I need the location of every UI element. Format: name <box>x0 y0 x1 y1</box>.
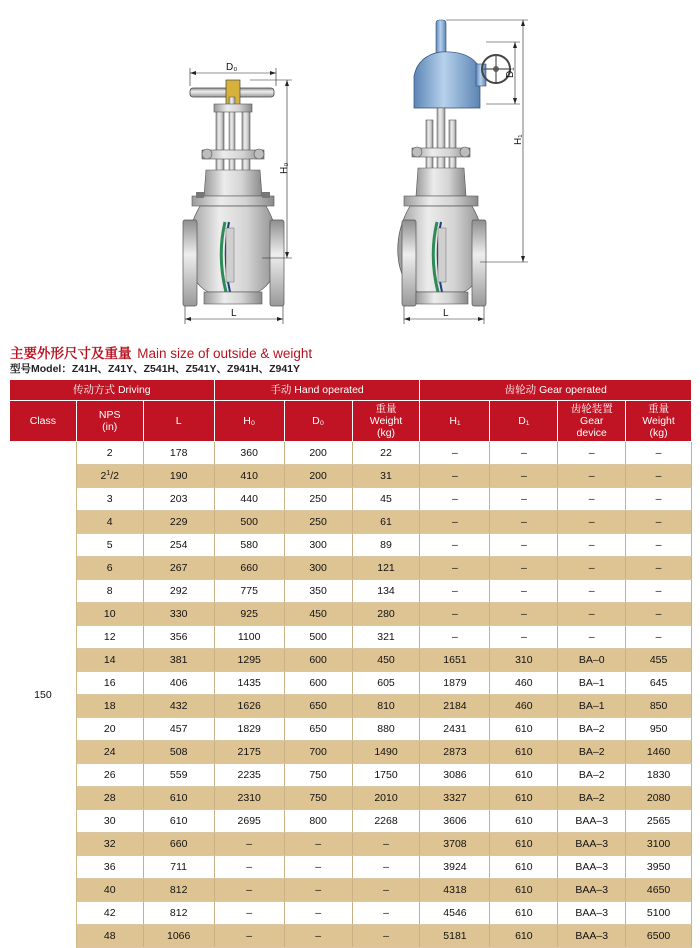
cell-g: – <box>558 603 626 626</box>
cell-d0: 200 <box>284 465 352 488</box>
col-header-weight-hand: 重量 Weight (kg) <box>352 401 420 442</box>
cell-d0: 700 <box>284 741 352 764</box>
cell-h1: – <box>420 534 490 557</box>
cell-g: BAA–3 <box>558 902 626 925</box>
cell-h0: 1100 <box>214 626 284 649</box>
table-row <box>10 488 692 511</box>
cell-nps: 24 <box>76 741 143 764</box>
cell-d0: – <box>284 925 352 948</box>
col-header-weight-gear: 重量 Weight (kg) <box>626 401 692 442</box>
cell-h0: 2695 <box>214 810 284 833</box>
cell-nps: 26 <box>76 764 143 787</box>
cell-h1: – <box>420 580 490 603</box>
col-header-h1: H₁ <box>420 401 490 442</box>
cell-h1: – <box>420 488 490 511</box>
cell-l: 203 <box>143 488 214 511</box>
cell-l: 381 <box>143 649 214 672</box>
table-row <box>10 856 692 879</box>
cell-nps: $2^1/2$ <box>76 465 143 488</box>
cell-w: 450 <box>352 649 420 672</box>
cell-w: 1750 <box>352 764 420 787</box>
table-row <box>10 580 692 603</box>
cell-d0: 750 <box>284 764 352 787</box>
cell-h0: 500 <box>214 511 284 534</box>
cell-d0: 650 <box>284 695 352 718</box>
cell-wg: 4650 <box>626 879 692 902</box>
cell-l: 610 <box>143 810 214 833</box>
cell-h0: 2235 <box>214 764 284 787</box>
cell-w: 45 <box>352 488 420 511</box>
cell-w: – <box>352 902 420 925</box>
cell-h1: 3606 <box>420 810 490 833</box>
cell-d1: 610 <box>490 902 558 925</box>
cell-w: 134 <box>352 580 420 603</box>
cell-w: – <box>352 856 420 879</box>
dim-label-h1: H₁ <box>513 134 524 145</box>
cell-wg: 645 <box>626 672 692 695</box>
cell-l: 267 <box>143 557 214 580</box>
cell-l: 812 <box>143 879 214 902</box>
cell-d1: 610 <box>490 879 558 902</box>
cell-nps: 4 <box>76 511 143 534</box>
cell-h0: 775 <box>214 580 284 603</box>
cell-h0: 1435 <box>214 672 284 695</box>
cell-w: 2268 <box>352 810 420 833</box>
table-row <box>10 672 692 695</box>
cell-g: BA–1 <box>558 672 626 695</box>
cell-nps: 32 <box>76 833 143 856</box>
cell-d0: – <box>284 856 352 879</box>
cell-g: – <box>558 534 626 557</box>
cell-wg: 455 <box>626 649 692 672</box>
cell-h1: 4318 <box>420 879 490 902</box>
cell-d0: – <box>284 833 352 856</box>
cell-l: 178 <box>143 442 214 465</box>
cell-wg: 850 <box>626 695 692 718</box>
cell-wg: – <box>626 580 692 603</box>
spec-table <box>9 379 692 948</box>
cell-g: – <box>558 465 626 488</box>
cell-d0: – <box>284 879 352 902</box>
cell-l: 1066 <box>143 925 214 948</box>
col-header-d1: D₁ <box>490 401 558 442</box>
cell-g: – <box>558 580 626 603</box>
cell-l: 254 <box>143 534 214 557</box>
cell-h0: 410 <box>214 465 284 488</box>
cell-wg: – <box>626 465 692 488</box>
cell-w: 605 <box>352 672 420 695</box>
cell-g: BA–2 <box>558 718 626 741</box>
cell-h0: – <box>214 925 284 948</box>
cell-d0: 650 <box>284 718 352 741</box>
cell-h0: – <box>214 856 284 879</box>
cell-wg: 3950 <box>626 856 692 879</box>
dim-label-h0: H₀ <box>279 162 290 174</box>
gear-operated-valve-drawing <box>398 20 528 324</box>
cell-d1: 610 <box>490 810 558 833</box>
hand-operated-valve-drawing <box>183 62 292 324</box>
cell-d0: 750 <box>284 787 352 810</box>
table-row <box>10 695 692 718</box>
table-row <box>10 465 692 488</box>
table-row <box>10 534 692 557</box>
cell-g: BA–2 <box>558 764 626 787</box>
cell-l: 406 <box>143 672 214 695</box>
col-header-class: Class <box>10 401 77 442</box>
cell-nps: 2 <box>76 442 143 465</box>
table-row <box>10 557 692 580</box>
cell-w: 89 <box>352 534 420 557</box>
cell-h1: 5181 <box>420 925 490 948</box>
table-row <box>10 603 692 626</box>
cell-d1: – <box>490 626 558 649</box>
table-row <box>10 511 692 534</box>
cell-wg: 3100 <box>626 833 692 856</box>
cell-h1: 2873 <box>420 741 490 764</box>
cell-d0: 250 <box>284 488 352 511</box>
table-row <box>10 810 692 833</box>
class-cell: 150 <box>10 442 77 948</box>
cell-nps: 28 <box>76 787 143 810</box>
cell-h1: 3708 <box>420 833 490 856</box>
cell-h1: 2184 <box>420 695 490 718</box>
cell-l: 229 <box>143 511 214 534</box>
cell-wg: 2080 <box>626 787 692 810</box>
cell-nps: 30 <box>76 810 143 833</box>
group-header-hand: 手动 Hand operated <box>214 380 420 401</box>
cell-h1: 1879 <box>420 672 490 695</box>
cell-h1: – <box>420 511 490 534</box>
cell-d1: – <box>490 488 558 511</box>
cell-nps: 18 <box>76 695 143 718</box>
cell-wg: – <box>626 442 692 465</box>
cell-nps: 8 <box>76 580 143 603</box>
cell-h0: 660 <box>214 557 284 580</box>
cell-l: 559 <box>143 764 214 787</box>
cell-d1: 610 <box>490 787 558 810</box>
cell-l: 432 <box>143 695 214 718</box>
cell-g: BAA–3 <box>558 879 626 902</box>
cell-wg: – <box>626 603 692 626</box>
cell-g: – <box>558 442 626 465</box>
cell-h1: – <box>420 465 490 488</box>
cell-nps: 12 <box>76 626 143 649</box>
cell-g: BA–0 <box>558 649 626 672</box>
cell-h0: – <box>214 879 284 902</box>
cell-d1: 610 <box>490 741 558 764</box>
cell-h0: 1829 <box>214 718 284 741</box>
cell-g: BA–2 <box>558 741 626 764</box>
table-row <box>10 833 692 856</box>
cell-h1: – <box>420 603 490 626</box>
cell-wg: 1830 <box>626 764 692 787</box>
dim-label-l-left: L <box>231 308 237 319</box>
cell-w: – <box>352 925 420 948</box>
cell-h1: 3086 <box>420 764 490 787</box>
cell-g: – <box>558 626 626 649</box>
cell-d1: 610 <box>490 718 558 741</box>
cell-g: BAA–3 <box>558 833 626 856</box>
cell-d1: – <box>490 557 558 580</box>
cell-wg: – <box>626 626 692 649</box>
cell-wg: 6500 <box>626 925 692 948</box>
table-row <box>10 879 692 902</box>
cell-d1: 460 <box>490 695 558 718</box>
cell-h1: 2431 <box>420 718 490 741</box>
cell-nps: 36 <box>76 856 143 879</box>
cell-w: 121 <box>352 557 420 580</box>
cell-wg: 950 <box>626 718 692 741</box>
cell-h0: 2310 <box>214 787 284 810</box>
cell-d1: – <box>490 580 558 603</box>
cell-g: BA–1 <box>558 695 626 718</box>
cell-h0: 925 <box>214 603 284 626</box>
cell-d1: 610 <box>490 856 558 879</box>
cell-h1: 1651 <box>420 649 490 672</box>
cell-d0: 500 <box>284 626 352 649</box>
col-header-gear-device: 齿轮装置 Gear device <box>558 401 626 442</box>
cell-l: 356 <box>143 626 214 649</box>
heading-en: Main size of outside & weight <box>137 346 313 361</box>
dim-label-d0: D₀ <box>226 62 238 73</box>
cell-w: 1490 <box>352 741 420 764</box>
cell-wg: – <box>626 511 692 534</box>
table-row <box>10 442 692 465</box>
cell-w: 22 <box>352 442 420 465</box>
cell-g: – <box>558 557 626 580</box>
cell-h1: – <box>420 557 490 580</box>
cell-d1: 610 <box>490 833 558 856</box>
cell-nps: 14 <box>76 649 143 672</box>
table-row <box>10 741 692 764</box>
cell-h1: 3327 <box>420 787 490 810</box>
table-row <box>10 718 692 741</box>
cell-w: 2010 <box>352 787 420 810</box>
cell-nps: 3 <box>76 488 143 511</box>
cell-h1: 3924 <box>420 856 490 879</box>
cell-w: 810 <box>352 695 420 718</box>
table-row <box>10 925 692 948</box>
cell-wg: 2565 <box>626 810 692 833</box>
cell-nps: 10 <box>76 603 143 626</box>
cell-l: 292 <box>143 580 214 603</box>
cell-d1: – <box>490 442 558 465</box>
cell-w: 61 <box>352 511 420 534</box>
col-header-nps: NPS (in) <box>76 401 143 442</box>
heading-cn: 主要外形尺寸及重量 <box>10 346 132 361</box>
cell-l: 610 <box>143 787 214 810</box>
cell-nps: 40 <box>76 879 143 902</box>
cell-d1: 460 <box>490 672 558 695</box>
cell-w: 280 <box>352 603 420 626</box>
col-header-d0: D₀ <box>284 401 352 442</box>
cell-d0: – <box>284 902 352 925</box>
cell-g: – <box>558 511 626 534</box>
cell-nps: 42 <box>76 902 143 925</box>
cell-d0: 350 <box>284 580 352 603</box>
cell-w: 880 <box>352 718 420 741</box>
cell-g: BAA–3 <box>558 810 626 833</box>
dim-label-d1: D₁ <box>505 67 516 78</box>
cell-d0: 300 <box>284 557 352 580</box>
col-header-h0: H₀ <box>214 401 284 442</box>
cell-d1: – <box>490 603 558 626</box>
cell-l: 457 <box>143 718 214 741</box>
cell-h1: 4546 <box>420 902 490 925</box>
group-header-gear: 齿轮动 Gear operated <box>420 380 692 401</box>
cell-w: 321 <box>352 626 420 649</box>
col-header-l: L <box>143 401 214 442</box>
cell-d1: 610 <box>490 925 558 948</box>
cell-d1: 310 <box>490 649 558 672</box>
cell-h1: – <box>420 442 490 465</box>
table-row <box>10 902 692 925</box>
section-heading <box>10 342 312 362</box>
cell-h0: – <box>214 833 284 856</box>
cell-l: 330 <box>143 603 214 626</box>
cell-g: BAA–3 <box>558 925 626 948</box>
table-row <box>10 764 692 787</box>
valve-drawings <box>0 0 700 332</box>
cell-nps: 5 <box>76 534 143 557</box>
cell-d0: 800 <box>284 810 352 833</box>
cell-g: BAA–3 <box>558 856 626 879</box>
cell-wg: – <box>626 557 692 580</box>
cell-d0: 600 <box>284 672 352 695</box>
cell-d0: 600 <box>284 649 352 672</box>
cell-nps: 16 <box>76 672 143 695</box>
cell-l: 508 <box>143 741 214 764</box>
cell-w: – <box>352 879 420 902</box>
cell-d0: 450 <box>284 603 352 626</box>
spec-table-body <box>10 442 692 948</box>
cell-w: – <box>352 833 420 856</box>
group-header-driving: 传动方式 Driving <box>10 380 215 401</box>
cell-h0: – <box>214 902 284 925</box>
cell-d1: – <box>490 465 558 488</box>
dim-label-l-right: L <box>443 308 449 319</box>
cell-l: 711 <box>143 856 214 879</box>
cell-d1: – <box>490 511 558 534</box>
cell-h0: 1295 <box>214 649 284 672</box>
cell-l: 660 <box>143 833 214 856</box>
table-row <box>10 787 692 810</box>
cell-d0: 300 <box>284 534 352 557</box>
cell-d0: 200 <box>284 442 352 465</box>
cell-h0: 440 <box>214 488 284 511</box>
cell-g: BA–2 <box>558 787 626 810</box>
cell-d1: – <box>490 534 558 557</box>
cell-nps: 6 <box>76 557 143 580</box>
cell-h0: 580 <box>214 534 284 557</box>
cell-h0: 2175 <box>214 741 284 764</box>
table-row <box>10 649 692 672</box>
cell-nps: 48 <box>76 925 143 948</box>
valve-drawings-svg <box>0 0 700 332</box>
cell-w: 31 <box>352 465 420 488</box>
cell-wg: – <box>626 534 692 557</box>
cell-d1: 610 <box>490 764 558 787</box>
cell-wg: 1460 <box>626 741 692 764</box>
table-row <box>10 626 692 649</box>
cell-wg: 5100 <box>626 902 692 925</box>
model-line: 型号Model：Z41H、Z41Y、Z541H、Z541Y、Z941H、Z941Y <box>10 363 301 375</box>
cell-h0: 1626 <box>214 695 284 718</box>
cell-g: – <box>558 488 626 511</box>
cell-h0: 360 <box>214 442 284 465</box>
cell-h1: – <box>420 626 490 649</box>
cell-l: 812 <box>143 902 214 925</box>
cell-wg: – <box>626 488 692 511</box>
cell-l: 190 <box>143 465 214 488</box>
cell-nps: 20 <box>76 718 143 741</box>
cell-d0: 250 <box>284 511 352 534</box>
